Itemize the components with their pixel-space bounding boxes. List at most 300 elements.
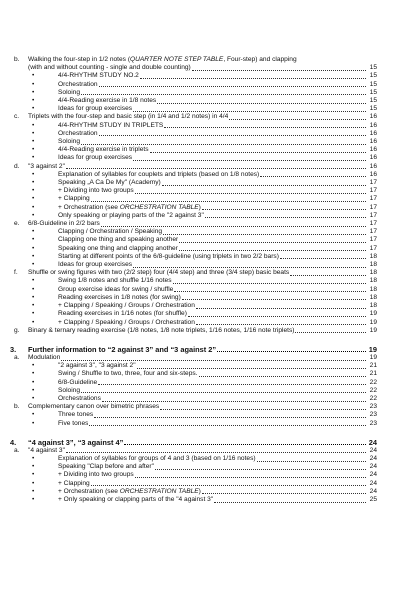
toc-bullet-entry[interactable] <box>10 455 377 463</box>
dot-leader <box>290 275 366 276</box>
toc-entry-text-part: Swing 1/8 notes and shuffle 1/16 notes <box>58 277 172 285</box>
toc-entry-text <box>58 488 201 496</box>
toc-entry-text-part: Orchestration <box>58 129 98 137</box>
dot-leader <box>173 283 366 284</box>
bullet-icon: • <box>32 386 35 394</box>
dot-leader <box>102 401 366 402</box>
toc-entry-text <box>28 438 123 447</box>
toc-entry-text <box>58 302 195 310</box>
toc-page-number: 17 <box>369 211 377 219</box>
toc-entry-text-part: Orchestrations <box>58 394 101 402</box>
toc-page-number: 17 <box>369 195 377 203</box>
toc-section-entry[interactable] <box>10 438 377 447</box>
toc-entry-text-part: Explanation of syllables for groups of 4 and 3 (based on 1/16 notes) <box>58 454 256 462</box>
dot-leader <box>163 234 366 235</box>
toc-bullet-entry[interactable] <box>10 480 377 488</box>
toc-page-number: 15 <box>369 72 377 80</box>
bullet-icon: • <box>32 105 35 113</box>
toc-entry-text-part: Group exercise ideas for swing / shuffle <box>58 285 174 293</box>
toc-bullet-entry[interactable] <box>10 294 377 302</box>
toc-page-number: 25 <box>369 495 377 503</box>
bullet-icon: • <box>32 154 35 162</box>
toc-page-number: 17 <box>369 187 377 195</box>
toc-entry-label: e. <box>14 220 20 228</box>
toc-entry-text-part: , Four-step) and clapping <box>223 56 297 63</box>
dot-leader <box>133 160 366 161</box>
toc-entry-label: a. <box>14 446 20 454</box>
toc-entry-text-part: Triplets with the four-step and basic step (in 1/4 and 1/2 notes) in 4/4 <box>28 113 229 121</box>
toc-entry-text <box>28 354 60 362</box>
toc-page-number: 24 <box>369 479 377 487</box>
toc-bullet-entry[interactable] <box>10 471 377 479</box>
toc-entry-text-part: ) <box>198 487 201 495</box>
toc-page-number: 17 <box>369 236 377 244</box>
toc-entry-text-part: Shuffle or swing figures with two (2/2 step) four (4/4 step) and three (3/4 step) basic beats <box>28 269 290 277</box>
toc-bullet-entry[interactable] <box>10 81 377 89</box>
toc-entry-text <box>58 496 213 504</box>
toc-entry-text-part: Speaking „A Ca De My" (Academy) <box>58 179 161 187</box>
dot-leader <box>140 78 366 79</box>
dot-leader <box>202 493 366 494</box>
toc-page-number: 17 <box>369 220 377 228</box>
dot-leader <box>179 250 366 251</box>
toc-entry-label: c. <box>14 113 20 121</box>
dot-leader <box>91 485 366 486</box>
toc-entry-text <box>58 245 178 253</box>
bullet-icon: • <box>32 370 35 378</box>
dot-leader <box>164 127 366 128</box>
toc-entry-text <box>58 387 80 395</box>
toc-page-number: 24 <box>369 463 377 471</box>
toc-bullet-entry[interactable] <box>10 463 377 471</box>
toc-entry-text-part: Speaking "Clap before and after" <box>58 463 154 471</box>
toc-entry-emphasis: ORCHESTRATION TABLE <box>119 203 199 211</box>
bullet-icon: • <box>32 195 35 203</box>
toc-bullet-entry[interactable] <box>10 146 377 154</box>
toc-page-number: 24 <box>369 454 377 462</box>
dot-leader <box>66 452 366 453</box>
toc-entry-text <box>58 212 204 220</box>
toc-entry-text <box>58 154 132 162</box>
toc-entry-text <box>58 146 149 154</box>
dot-leader <box>174 291 366 292</box>
toc-bullet-entry[interactable] <box>10 277 377 285</box>
dot-leader <box>196 308 366 309</box>
toc-bullet-entry[interactable] <box>10 379 377 387</box>
toc-subsection-entry[interactable] <box>10 113 377 121</box>
toc-entry-text <box>28 269 289 277</box>
toc-bullet-entry[interactable] <box>10 387 377 395</box>
toc-page-number: 23 <box>369 411 377 419</box>
toc-entry-text <box>58 310 187 318</box>
toc-bullet-entry[interactable] <box>10 319 377 327</box>
toc-bullet-entry[interactable] <box>10 179 377 187</box>
toc-bullet-entry[interactable] <box>10 204 377 212</box>
dot-leader <box>124 444 366 445</box>
toc-page-number: 23 <box>369 403 377 411</box>
toc-entry-label: a. <box>14 353 20 361</box>
toc-entry-text-part: 4/4-RHYTHM STUDY NO.2 <box>58 72 139 80</box>
toc-entry-text <box>28 327 294 335</box>
dot-leader <box>89 425 366 426</box>
toc-entry-text <box>28 163 65 171</box>
toc-entry-text-part: Ideas for group exercises <box>58 105 133 113</box>
toc-subsection-entry[interactable] <box>10 269 377 277</box>
bullet-icon: • <box>32 129 35 137</box>
toc-page-number: 17 <box>369 203 377 211</box>
toc-subsection-entry[interactable] <box>10 56 377 64</box>
toc-bullet-entry[interactable] <box>10 362 377 370</box>
toc-entry-text <box>58 72 139 80</box>
toc-entry-text <box>28 403 159 411</box>
toc-page-number: 22 <box>369 394 377 402</box>
dot-leader <box>61 360 366 361</box>
toc-subsection-entry[interactable] <box>10 220 377 228</box>
dot-leader <box>94 417 366 418</box>
toc-page-number: 15 <box>369 80 377 88</box>
toc-bullet-entry[interactable] <box>10 420 377 428</box>
toc-entry-text <box>58 171 259 179</box>
toc-bullet-entry[interactable] <box>10 89 377 97</box>
toc-page-number: 15 <box>369 105 377 113</box>
toc-entry-text <box>28 345 216 354</box>
toc-page-number: 16 <box>369 162 377 170</box>
bullet-icon: • <box>32 495 35 503</box>
toc-entry-text-part: ) <box>198 203 201 211</box>
toc-subsection-entry[interactable] <box>10 403 377 411</box>
dot-leader <box>66 168 366 169</box>
toc-entry-label: d. <box>14 162 20 170</box>
bullet-icon: • <box>32 121 35 129</box>
toc-bullet-entry[interactable] <box>10 138 377 146</box>
bullet-icon: • <box>32 146 35 154</box>
toc-page-number: 21 <box>369 370 377 378</box>
dot-leader <box>229 119 366 120</box>
toc-entry-text-part: + Clapping <box>58 479 90 487</box>
toc-page-number: 19 <box>369 353 377 361</box>
toc-page-number: 22 <box>369 378 377 386</box>
dot-leader <box>179 242 366 243</box>
toc-entry-text-part: 4/4-Reading exercise in triplets <box>58 146 149 154</box>
toc-page-number: 17 <box>369 244 377 252</box>
dot-leader <box>192 70 366 71</box>
toc-entry-text <box>58 362 136 370</box>
toc-entry-text-part: Speaking one thing and clapping another <box>58 244 178 252</box>
toc-entry-text <box>58 294 181 302</box>
toc-entry-text-part: Clapping / Orchestration / Speaking <box>58 228 163 236</box>
toc-page-number: 16 <box>369 170 377 178</box>
toc-page-number: 18 <box>369 269 377 277</box>
bullet-icon: • <box>32 80 35 88</box>
toc-entry-text-part: Walking the four-step in 1/2 notes ( <box>28 56 131 63</box>
dot-leader <box>91 201 366 202</box>
toc-entry-text <box>58 195 90 203</box>
toc-entry-text-part: Further information to “2 against 3” and “3 against 2” <box>28 344 217 354</box>
toc-bullet-entry[interactable] <box>10 212 377 220</box>
toc-entry-text <box>58 97 156 105</box>
toc-entry-text <box>58 138 80 146</box>
bullet-icon: • <box>32 362 35 370</box>
toc-page-number: 19 <box>369 310 377 318</box>
bullet-icon: • <box>32 394 35 402</box>
toc-entry-label: 3. <box>10 344 17 354</box>
toc-page-number: 23 <box>369 419 377 427</box>
toc-entry-text <box>58 395 101 403</box>
toc-entry-text <box>58 261 132 269</box>
toc-entry-text-part: + Clapping / Speaking / Groups / Orchestration <box>58 302 195 310</box>
bullet-icon: • <box>32 187 35 195</box>
dot-leader <box>98 384 366 385</box>
toc-bullet-entry[interactable] <box>10 171 377 179</box>
dot-leader <box>101 226 366 227</box>
bullet-icon: • <box>32 454 35 462</box>
toc-entry-text <box>28 64 191 72</box>
bullet-icon: • <box>32 411 35 419</box>
bullet-icon: • <box>32 310 35 318</box>
bullet-icon: • <box>32 252 35 260</box>
dot-leader <box>205 217 366 218</box>
dot-leader <box>196 324 366 325</box>
toc-bullet-entry[interactable] <box>10 411 377 419</box>
toc-page-number: 15 <box>369 88 377 96</box>
toc-entry-text <box>58 455 256 463</box>
toc-entry-text <box>58 370 198 378</box>
toc-bullet-entry[interactable] <box>10 228 377 236</box>
bullet-icon: • <box>32 261 35 269</box>
toc-entry-text <box>58 81 98 89</box>
toc-bullet-entry[interactable] <box>10 154 377 162</box>
dot-leader <box>160 409 366 410</box>
toc-bullet-entry[interactable] <box>10 187 377 195</box>
bullet-icon: • <box>32 285 35 293</box>
toc-entry-text-part: Explanation of syllables for couplets and triplets (based on 1/8 notes) <box>58 170 260 178</box>
bullet-icon: • <box>32 88 35 96</box>
toc-entry-text <box>28 113 228 121</box>
dot-leader <box>81 392 366 393</box>
bullet-icon: • <box>32 203 35 211</box>
toc-entry-text-part: (with and without counting - single and double counting) <box>28 64 191 72</box>
toc-entry-text-part: + Only speaking or clapping parts of the "4 against 3" <box>58 495 214 503</box>
toc-page-number: 24 <box>369 471 377 479</box>
toc-page-number: 24 <box>369 487 377 495</box>
dot-leader <box>135 477 366 478</box>
toc-entry-text <box>58 379 97 387</box>
toc-page-number: 16 <box>369 146 377 154</box>
toc-page-number: 18 <box>369 302 377 310</box>
toc-entry-text-part: + Clapping / Speaking / Groups / Orchestration <box>58 318 195 326</box>
toc-entry-text-part: "4 against 3" <box>28 446 65 454</box>
toc-bullet-entry[interactable] <box>10 236 377 244</box>
toc-section-entry[interactable] <box>10 345 377 354</box>
toc-entry-text-part: Clapping one thing and speaking another <box>58 236 179 244</box>
toc-entry-label: f. <box>14 269 18 277</box>
toc-bullet-entry[interactable] <box>10 72 377 80</box>
toc-entry-label: b. <box>14 56 20 63</box>
section-spacer <box>10 428 377 434</box>
toc-entry-text-part: Binary & ternary reading exercise (1/8 notes, 1/8 note triplets, 1/16 notes, 1/16 note triplets) <box>28 326 295 334</box>
toc-entry-text-part: Complementary canon over bimetric phrases <box>28 403 160 411</box>
dot-leader <box>157 103 366 104</box>
toc-entry-text-part: 4/4-RHYTHM STUDY IN TRIPLETS <box>58 121 164 129</box>
toc-bullet-entry[interactable] <box>10 122 377 130</box>
dot-leader <box>133 267 366 268</box>
toc-entry-text <box>28 447 65 455</box>
toc-bullet-entry[interactable] <box>10 261 377 269</box>
toc-entry-text-part: Five tones <box>58 419 89 427</box>
toc-entry-text <box>58 105 132 113</box>
dot-leader <box>202 209 366 210</box>
toc-bullet-entry[interactable] <box>10 97 377 105</box>
dot-leader <box>182 299 366 300</box>
bullet-icon: • <box>32 463 35 471</box>
toc-entry-text <box>58 179 161 187</box>
toc-page-number: 22 <box>369 386 377 394</box>
dot-leader <box>99 86 366 87</box>
toc-entry-text-part: 6/8-Guideline <box>58 378 98 386</box>
bullet-icon: • <box>32 228 35 236</box>
dot-leader <box>99 135 366 136</box>
toc-bullet-entry[interactable] <box>10 245 377 253</box>
toc-subsection-entry[interactable] <box>10 447 377 455</box>
toc-page-number: 18 <box>369 277 377 285</box>
toc-entry-text-part: Ideas for group exercises <box>58 261 133 269</box>
toc-page-number: 21 <box>369 362 377 370</box>
toc-entry-text <box>58 89 80 97</box>
toc-entry-text-part: + Dividing into two groups <box>58 187 134 195</box>
toc-entry-text-part: Only speaking or playing parts of the "2 against 3" <box>58 211 204 219</box>
toc-entry-text <box>58 253 279 261</box>
toc-entry-text-part: Ideas for group exercises <box>58 154 133 162</box>
toc-entry-emphasis: QUARTER NOTE STEP TABLE <box>130 56 224 63</box>
toc-entry-text <box>58 463 154 471</box>
toc-entry-text-part: Soloing <box>58 138 80 146</box>
toc-subsection-entry[interactable] <box>10 354 377 362</box>
toc-page-number: 18 <box>369 285 377 293</box>
toc-entry-text-part: "3 against 2" <box>28 162 65 170</box>
toc-bullet-entry[interactable] <box>10 286 377 294</box>
toc-page-number: 16 <box>369 129 377 137</box>
toc-page-number: 18 <box>369 252 377 260</box>
bullet-icon: • <box>32 471 35 479</box>
dot-leader <box>133 111 366 112</box>
toc-entry-text-part: Modulation <box>28 353 61 361</box>
toc-page-number: 18 <box>369 261 377 269</box>
bullet-icon: • <box>32 179 35 187</box>
dot-leader <box>135 193 366 194</box>
toc-entry-text-part: + Orchestration (see <box>58 203 120 211</box>
bullet-icon: • <box>32 72 35 80</box>
toc-page-number: 17 <box>369 179 377 187</box>
toc-bullet-entry[interactable] <box>10 253 377 261</box>
toc-entry-text <box>58 471 134 479</box>
section-spacer <box>10 335 377 341</box>
dot-leader <box>155 469 366 470</box>
toc-page-number: 16 <box>369 113 377 121</box>
bullet-icon: • <box>32 244 35 252</box>
toc-entry-text-part: Soloing <box>58 386 80 394</box>
dot-leader <box>260 176 366 177</box>
toc-bullet-entry[interactable] <box>10 195 377 203</box>
toc-subsection-entry[interactable] <box>10 327 377 335</box>
toc-entry-text-part: + Orchestration (see <box>58 487 120 495</box>
toc-entry-text <box>58 411 93 419</box>
toc-entry-label: 4. <box>10 437 17 447</box>
toc-page-number: 19 <box>369 326 377 334</box>
dot-leader <box>217 351 366 352</box>
toc-bullet-entry[interactable] <box>10 302 377 310</box>
bullet-icon: • <box>32 170 35 178</box>
toc-subsection-entry[interactable] <box>10 163 377 171</box>
toc-entry-label: g. <box>14 326 20 334</box>
bullet-icon: • <box>32 479 35 487</box>
dot-leader <box>199 376 366 377</box>
bullet-icon: • <box>32 211 35 219</box>
toc-subsection-entry[interactable] <box>10 64 377 72</box>
toc-entry-text <box>58 420 88 428</box>
toc-entry-text-part: Reading exercises in 1/8 notes (for swing) <box>58 293 181 301</box>
toc-entry-text-part: Starting at different points of the 6/8-guideline (using triplets in two 2/2 bars) <box>58 252 279 260</box>
toc-entry-text-part: + Dividing into two groups <box>58 471 134 479</box>
bullet-icon: • <box>32 277 35 285</box>
bullet-icon: • <box>32 378 35 386</box>
dot-leader <box>137 368 366 369</box>
bullet-icon: • <box>32 318 35 326</box>
dot-leader <box>280 258 366 259</box>
bullet-icon: • <box>32 302 35 310</box>
toc-entry-text-part: 6/8-Guideline in 2/2 bars <box>28 220 100 228</box>
toc-entry-text-part: Orchestration <box>58 80 98 88</box>
toc-page-number: 18 <box>369 293 377 301</box>
toc-entry-text-part: “4 against 3”, “3 against 4” <box>28 437 124 447</box>
toc-bullet-entry[interactable] <box>10 370 377 378</box>
bullet-icon: • <box>32 97 35 105</box>
dot-leader <box>257 461 366 462</box>
toc-page-number: 17 <box>369 228 377 236</box>
toc-entry-text-part: Three tones <box>58 411 94 419</box>
toc-entry-text-part: 4/4-Reading exercise in 1/8 notes <box>58 97 157 105</box>
bullet-icon: • <box>32 236 35 244</box>
toc-entry-text <box>28 220 100 228</box>
toc-entry-text-part: Reading exercises in 1/16 notes (for shuffle) <box>58 310 187 318</box>
toc-bullet-entry[interactable] <box>10 310 377 318</box>
toc-entry-text <box>58 187 134 195</box>
toc-entry-text-part: Swing / Shuffle to two, three, four and six-steps. <box>58 370 198 378</box>
toc-bullet-entry[interactable] <box>10 496 377 504</box>
toc-entry-text <box>58 130 98 138</box>
toc-entry-text <box>58 319 195 327</box>
toc-page-number: 16 <box>369 154 377 162</box>
toc-bullet-entry[interactable] <box>10 130 377 138</box>
toc-page-number: 15 <box>369 97 377 105</box>
toc-entry-text-part: Soloing <box>58 88 80 96</box>
toc-entry-text <box>58 236 178 244</box>
toc-page-number: 19 <box>368 344 377 354</box>
toc-page-number: 19 <box>369 318 377 326</box>
toc-bullet-entry[interactable] <box>10 395 377 403</box>
toc-entry-text-part: "2 against 3", "3 against 2" <box>58 362 136 370</box>
toc-page-number: 16 <box>369 138 377 146</box>
toc-page-number: 24 <box>369 446 377 454</box>
toc-entry-emphasis: ORCHESTRATION TABLE <box>119 487 199 495</box>
toc-entry-label: b. <box>14 403 20 411</box>
toc-entry-text <box>58 277 172 285</box>
toc-bullet-entry[interactable] <box>10 105 377 113</box>
toc-entry-text <box>58 122 163 130</box>
dot-leader <box>188 316 366 317</box>
toc-bullet-entry[interactable] <box>10 488 377 496</box>
toc-page-number: 24 <box>368 437 377 447</box>
bullet-icon: • <box>32 419 35 427</box>
